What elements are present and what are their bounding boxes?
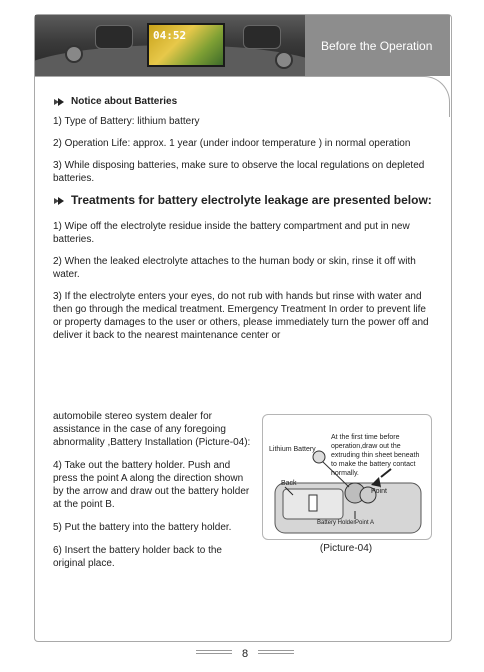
leakage-item-3: 3) If the electrolyte enters your eyes, do not rub with hands but rinse with water and then go through the medical treatment. Emergency Treatment In order to prevent life or property damages to the user or others, please immediately turn the power off and deliver it back to the nearest maintenance center or (53, 291, 429, 341)
label-back: Back (281, 480, 297, 487)
leakage-continued-text: automobile stereo system dealer for assistance in the case of any foregoing abnormality ,Battery Installation (Picture-04): (53, 411, 251, 448)
label-point-a: Point A (355, 520, 375, 526)
label-point: Point (371, 488, 387, 495)
leakage-item-1: 1) Wipe off the electrolyte residue inside the battery compartment and put in new batteries. (53, 221, 410, 245)
car-dashboard-photo (35, 15, 305, 76)
section-heading-leakage: Treatments for battery electrolyte leakage are presented below: (53, 194, 433, 207)
battery-item-2: 2) Operation Life: approx. 1 year (under indoor temperature ) in normal operation (53, 138, 411, 149)
install-step-4: 4) Take out the battery holder. Push and press the point A along the direction shown by the arrow and draw out the battery holder at the point B. (53, 460, 250, 510)
label-battery-holder: Battery Holder (317, 520, 356, 526)
page-title: Before the Operation (321, 39, 433, 53)
battery-figure (262, 414, 432, 540)
figure-caption: (Picture-04) (319, 543, 373, 554)
install-step-6: 6) Insert the battery holder back to the original place. (53, 545, 222, 569)
battery-item-1: 1) Type of Battery: lithium battery (53, 116, 200, 127)
section-heading-batteries: Notice about Batteries (53, 95, 433, 108)
note-text: At the first time before operation,draw out the extruding thin sheet beneath to make the battery contact normally. (331, 434, 420, 477)
arrow-bullet-icon (53, 196, 65, 206)
label-lithium-battery: Lithium Battery (269, 446, 316, 453)
page-footer (0, 644, 484, 664)
install-step-5: 5) Put the battery into the battery holder. (53, 522, 232, 533)
page-header (35, 15, 450, 76)
header-band (305, 15, 450, 76)
page-number: 8 (241, 648, 249, 660)
head-unit-screen (147, 23, 225, 67)
main-content (53, 95, 433, 351)
head-unit-clock: 04:52 (153, 29, 187, 42)
arrow-bullet-icon (53, 97, 65, 107)
battery-item-3: 3) While disposing batteries, make sure to observe the local regulations on depleted batteries. (53, 160, 425, 184)
leakage-item-2: 2) When the leaked electrolyte attaches to the human body or skin, rinse it off with water. (53, 256, 416, 280)
